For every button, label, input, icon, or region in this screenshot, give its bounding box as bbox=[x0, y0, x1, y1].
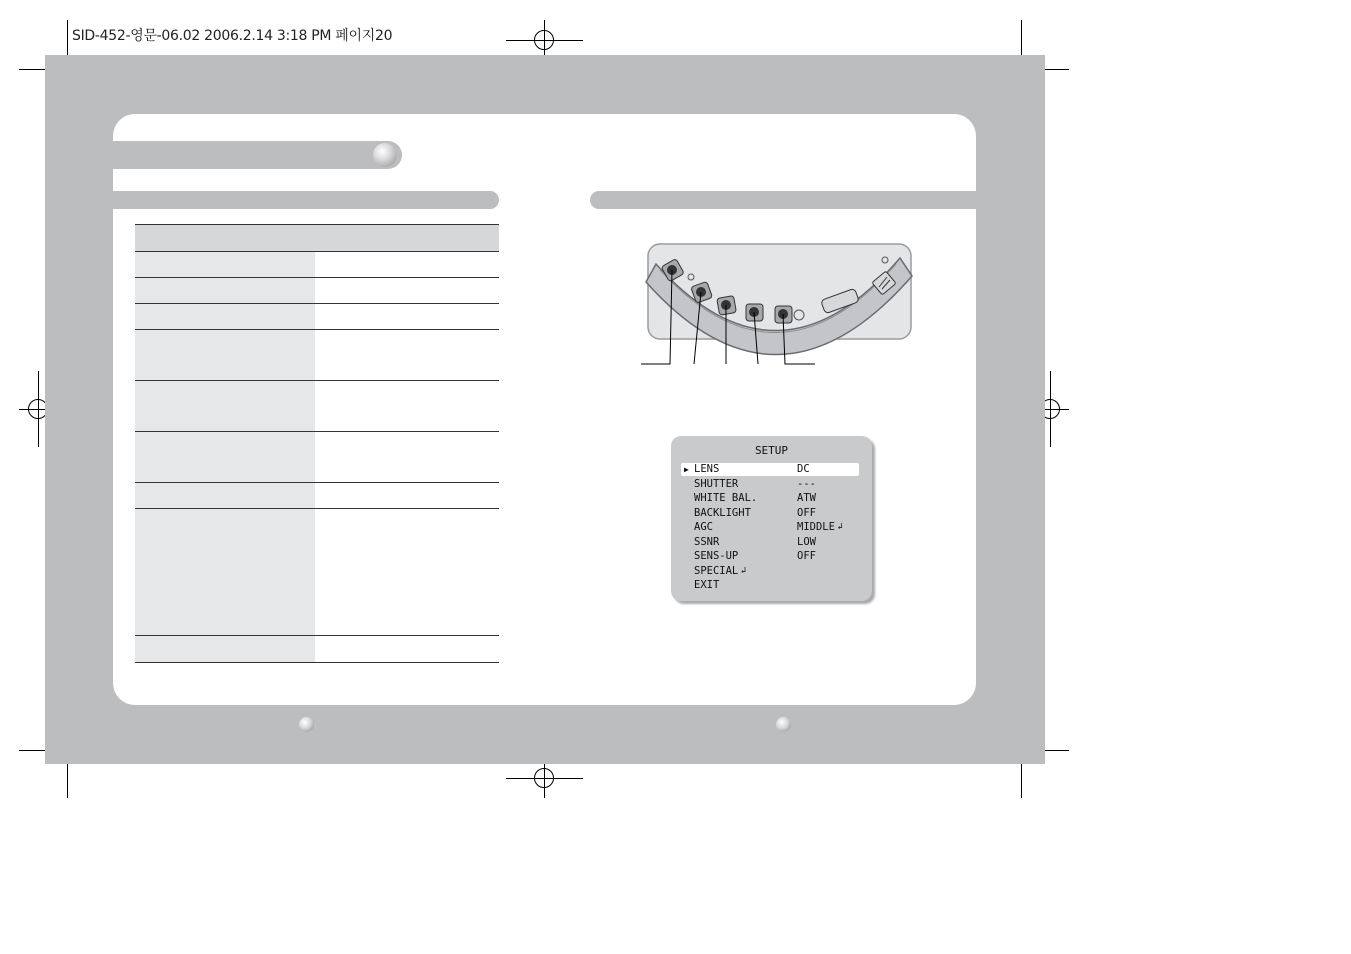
table-row bbox=[135, 636, 499, 663]
crosshair-registration-icon bbox=[534, 30, 554, 50]
setup-menu-item-special[interactable] bbox=[681, 565, 859, 578]
specification-table bbox=[135, 224, 499, 663]
table-row bbox=[135, 278, 499, 304]
table-row bbox=[135, 509, 499, 636]
section-band-right bbox=[590, 191, 976, 209]
crosshair-registration-icon bbox=[534, 768, 554, 788]
enter-submenu-icon: ↲ bbox=[837, 522, 843, 532]
setup-menu-item-label: LENS bbox=[694, 463, 720, 475]
setup-menu-item-backlight[interactable] bbox=[681, 507, 859, 520]
setup-menu-item-value: OFF bbox=[797, 550, 816, 562]
setup-menu-item-label: SSNR bbox=[694, 535, 720, 548]
setup-menu-item-lens[interactable] bbox=[681, 463, 859, 476]
setup-menu-item-label: BACKLIGHT bbox=[694, 506, 751, 519]
sphere-bullet-icon bbox=[373, 143, 397, 167]
setup-menu-item-label: SENS-UP bbox=[694, 550, 739, 562]
setup-menu-title: SETUP bbox=[754, 444, 789, 457]
setup-menu-item-value: OFF bbox=[797, 506, 816, 519]
table-row bbox=[135, 483, 499, 509]
table-header-row bbox=[135, 224, 499, 252]
button-3 bbox=[717, 296, 737, 316]
selection-arrow-icon: ▶ bbox=[684, 465, 689, 474]
setup-menu-item-white-bal[interactable] bbox=[681, 492, 859, 505]
setup-menu-item-shutter[interactable] bbox=[681, 478, 859, 491]
table-row bbox=[135, 304, 499, 330]
print-header: SID-452-영문-06.02 2006.2.14 3:18 PM 페이지20 bbox=[72, 28, 393, 44]
setup-menu-item-value: ATW bbox=[797, 492, 816, 504]
sphere-page-marker-icon bbox=[299, 717, 314, 732]
table-row bbox=[135, 330, 499, 381]
setup-menu-item-value: DC bbox=[797, 463, 810, 475]
setup-menu-item-value: --- bbox=[797, 477, 816, 490]
setup-menu-item-exit[interactable] bbox=[681, 579, 859, 592]
setup-menu-item-ssnr[interactable] bbox=[681, 536, 859, 549]
setup-menu-item-label: SPECIAL bbox=[694, 564, 739, 577]
table-row bbox=[135, 381, 499, 432]
setup-menu-item-label: SHUTTER bbox=[694, 477, 739, 490]
setup-menu-item-value: MIDDLE bbox=[797, 521, 835, 533]
section-band-left bbox=[113, 191, 499, 209]
setup-menu-item-sens-up[interactable] bbox=[681, 550, 859, 563]
sphere-page-marker-icon bbox=[776, 717, 791, 732]
title-band bbox=[113, 141, 402, 169]
table-row bbox=[135, 432, 499, 483]
table-row bbox=[135, 252, 499, 278]
setup-menu-item-agc[interactable] bbox=[681, 521, 859, 534]
camera-control-panel-illustration bbox=[638, 240, 918, 370]
setup-menu-item-label: EXIT bbox=[694, 579, 720, 591]
setup-menu-item-value: LOW bbox=[797, 535, 816, 548]
setup-menu-item-label: WHITE BAL. bbox=[694, 492, 758, 504]
setup-osd-menu bbox=[671, 436, 872, 601]
enter-submenu-icon: ↲ bbox=[740, 565, 747, 576]
setup-menu-item-label: AGC bbox=[694, 521, 713, 533]
